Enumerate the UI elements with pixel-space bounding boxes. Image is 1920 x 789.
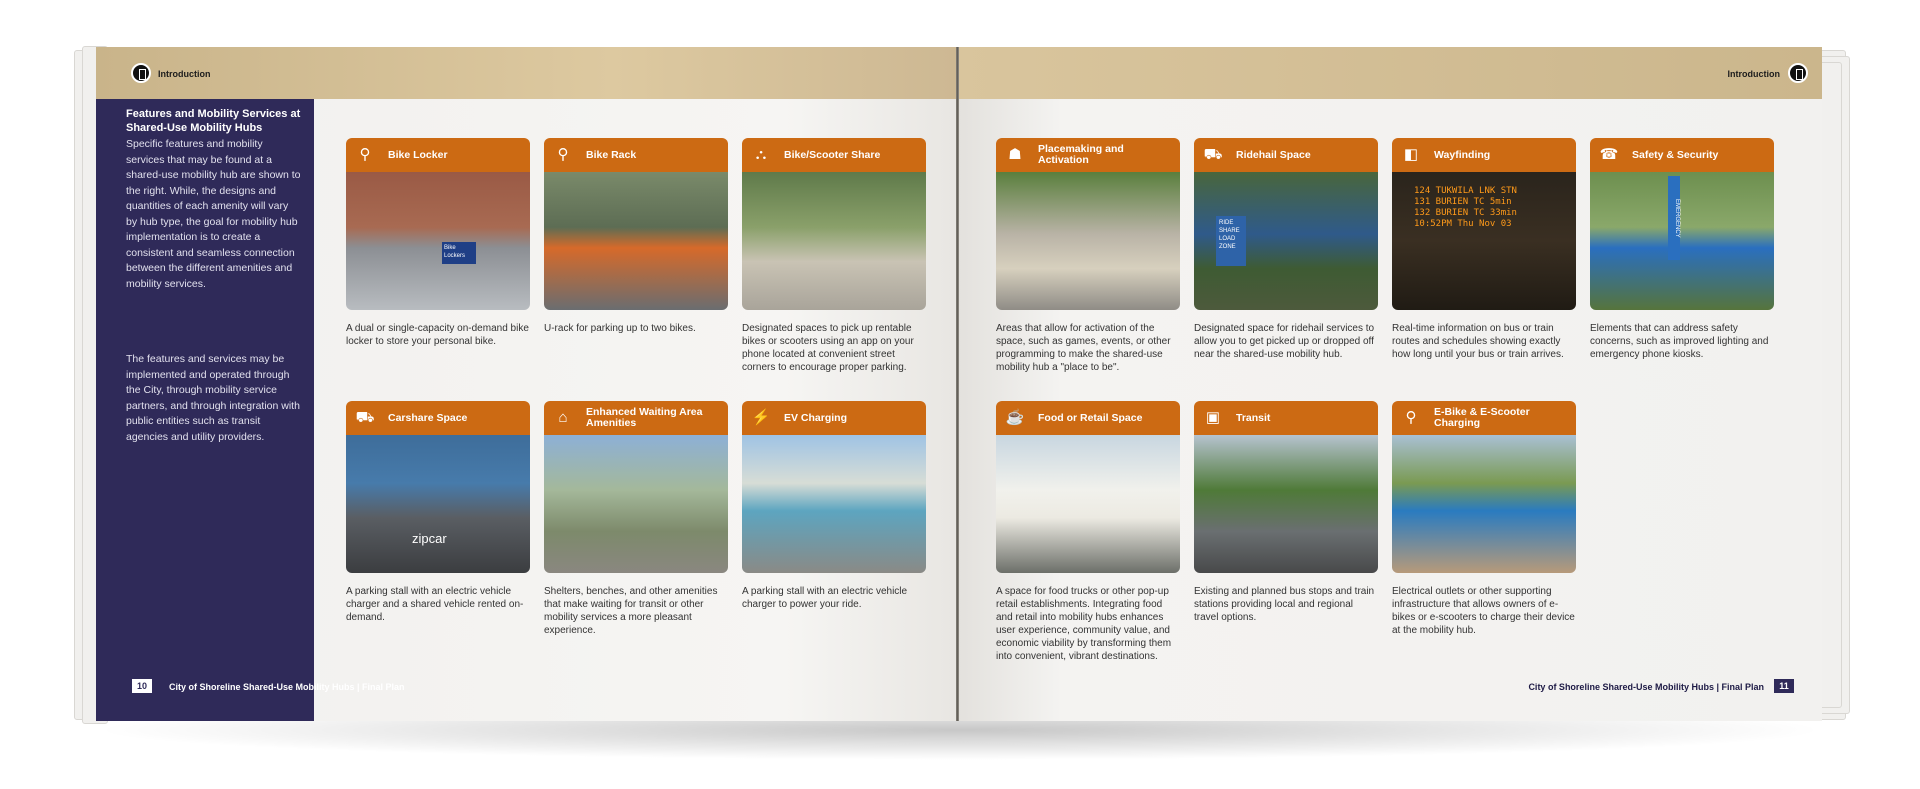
card-title: Carshare Space (388, 411, 468, 424)
card-header (742, 401, 926, 435)
sidebar-panel (96, 99, 314, 721)
card-header (742, 138, 926, 172)
feature-card (996, 138, 1180, 374)
card-description: A parking stall with an electric vehicle charger and a shared vehicle rented on-demand. (346, 586, 524, 623)
zipcar-logo: zipcar (412, 531, 447, 546)
card-description: Areas that allow for activation of the space, such as games, events, or other programming to make the shared-use mobility hub a "place to be". (996, 323, 1171, 373)
ebike-icon: ⚲ (1405, 409, 1417, 426)
card-header (346, 401, 530, 435)
phone-icon: ☎ (1599, 146, 1619, 163)
feature-card (544, 401, 728, 637)
card-title: Enhanced Waiting Area Amenities (586, 406, 703, 429)
book-spine (956, 47, 959, 721)
card-description: Existing and planned bus stops and train stations providing local and regional travel options. (1194, 586, 1375, 623)
card-title: Bike Locker (388, 148, 448, 161)
card-title: Bike Rack (586, 148, 637, 161)
card-title: Placemaking and Activation (1038, 143, 1124, 166)
card-description: A dual or single-capacity on-demand bike locker to store your personal bike. (346, 323, 529, 347)
right-header-band (958, 47, 1822, 99)
card-title: Transit (1236, 411, 1271, 424)
card-photo (346, 172, 530, 310)
card-header (544, 401, 728, 435)
card-header (996, 138, 1180, 172)
page-number: 11 (1774, 679, 1794, 693)
feature-card (346, 401, 530, 624)
feature-card (1392, 138, 1576, 361)
card-header (1590, 138, 1774, 172)
sign-icon: ◧ (1403, 146, 1419, 163)
section-label: Introduction (1727, 69, 1780, 79)
bike-locker-sign: Bike Lockers (442, 242, 476, 264)
card-description: Elements that can address safety concerns, such as improved lighting and emergency phone kiosks. (1590, 323, 1769, 360)
card-description: Shelters, benches, and other amenities that make waiting for transit or other mobility services a more pleasant experience. (544, 586, 718, 636)
ridehail-icon: ⛟ (1203, 146, 1223, 163)
ridehail-sign: RIDE SHARE LOAD ZONE (1216, 216, 1246, 266)
feature-card (1590, 138, 1774, 361)
card-description: A parking stall with an electric vehicle charger to power your ride. (742, 586, 908, 610)
card-header (996, 401, 1180, 435)
feature-card (544, 138, 728, 335)
section-label: Introduction (158, 69, 211, 79)
feature-card (742, 401, 926, 611)
feature-card (1392, 401, 1576, 637)
card-photo (742, 172, 926, 310)
sidebar-paragraph: The features and services may be implemented and operated through the City, through mobility service partners, and through integration with public entities such as transit agencies and utility providers. (126, 353, 300, 443)
cup-icon: ☕ (1005, 409, 1025, 426)
card-description: Electrical outlets or other supporting infrastructure that allows owners of e-bikes or e-scooters to charge their device at the mobility hub. (1392, 586, 1575, 636)
bench-icon: ⌂ (558, 409, 568, 426)
card-header (1392, 138, 1576, 172)
right-page (958, 47, 1822, 721)
card-photo (1392, 172, 1576, 310)
card-description: Real-time information on bus or train routes and schedules showing exactly how long until your bus or train arrives. (1392, 323, 1564, 360)
bike-icon: ⚲ (557, 146, 569, 163)
feature-card (742, 138, 926, 374)
card-header (1194, 401, 1378, 435)
card-title: Wayfinding (1434, 148, 1491, 161)
left-header-band (96, 47, 958, 99)
card-title: Bike/Scooter Share (784, 148, 881, 161)
card-photo (1590, 172, 1774, 310)
display-line: 132 BURIEN TC 33min (1414, 208, 1517, 218)
card-header (544, 138, 728, 172)
card-photo (544, 435, 728, 573)
card-photo (1392, 435, 1576, 573)
card-title: E-Bike & E-Scooter Charging (1434, 406, 1530, 429)
card-title: EV Charging (784, 411, 848, 424)
card-description: Designated space for ridehail services to allow you to get picked up or dropped off near the shared-use mobility hub. (1194, 323, 1375, 360)
card-photo (1194, 435, 1378, 573)
card-title: Safety & Security (1632, 148, 1719, 161)
footer-text: City of Shoreline Shared-Use Mobility Hubs | Final Plan (169, 682, 405, 692)
car-share-icon: ⛟ (355, 409, 375, 426)
card-header (346, 138, 530, 172)
card-title: Food or Retail Space (1038, 411, 1143, 424)
footer-text: City of Shoreline Shared-Use Mobility Hubs | Final Plan (1528, 682, 1764, 692)
display-line: 124 TUKWILA LNK STN (1414, 186, 1517, 196)
card-description: Designated spaces to pick up rentable bikes or scooters using an app on your phone located at convenient street corners to encourage proper parking. (742, 323, 914, 373)
display-line: 131 BURIEN TC 5min (1414, 197, 1512, 207)
card-description: U-rack for parking up to two bikes. (544, 323, 696, 334)
display-line: 10:52PM Thu Nov 03 (1414, 219, 1512, 229)
bus-icon: ▣ (1205, 409, 1221, 426)
card-photo (346, 435, 530, 573)
emergency-pole: EMERGENCY (1668, 176, 1680, 260)
card-header (1194, 138, 1378, 172)
card-photo (1194, 172, 1378, 310)
share-icon: ⛬ (755, 146, 767, 163)
feature-card (1194, 138, 1378, 361)
card-photo (996, 435, 1180, 573)
card-header (1392, 401, 1576, 435)
bench-icon: ☗ (1008, 146, 1022, 163)
sidebar-paragraph: Specific features and mobility services that may be found at a shared-use mobility hub are shown to the right. While, the designs and quantities of each amenity will vary by hub type, the goal for mobility hub implementation is to create a consistent and seamless connection between the different amenities and mobility services. (126, 138, 301, 290)
feature-card (1194, 401, 1378, 624)
page-number: 10 (132, 679, 152, 693)
card-photo (544, 172, 728, 310)
card-description: A space for food trucks or other pop-up retail establishments. Integrating food and retail into mobility hubs enhances user experience, community value, and economic viability by transforming them into convenient, vibrant destinations. (996, 586, 1172, 662)
ev-icon: ⚡ (751, 409, 771, 426)
book-icon (1788, 63, 1808, 83)
wayfinding-display (1414, 186, 1517, 230)
feature-card (996, 401, 1180, 663)
bike-icon: ⚲ (359, 146, 371, 163)
card-photo (742, 435, 926, 573)
feature-card (346, 138, 530, 348)
card-title: Ridehail Space (1236, 148, 1311, 161)
left-page (96, 47, 958, 721)
card-photo (996, 172, 1180, 310)
book-icon (131, 63, 151, 83)
sidebar-title: Features and Mobility Services at Shared-Use Mobility Hubs (126, 108, 301, 134)
